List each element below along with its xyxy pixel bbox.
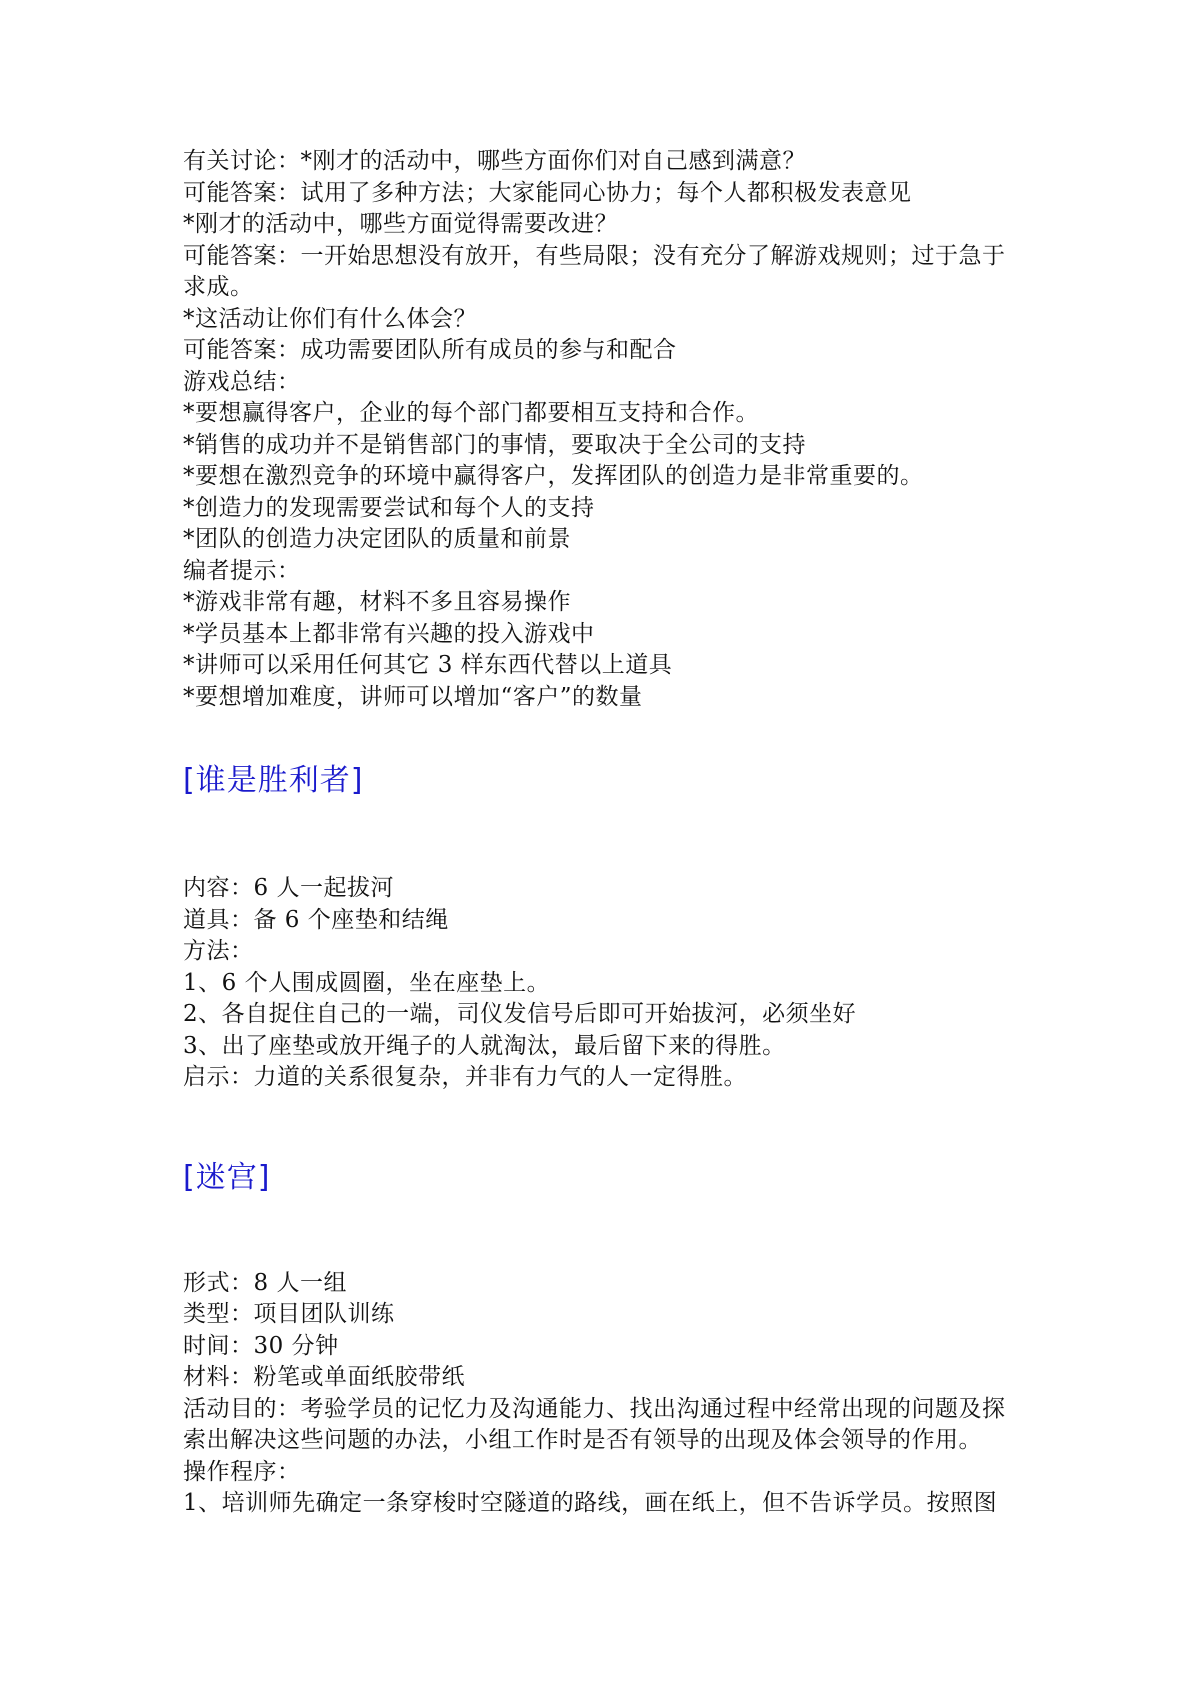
text-line: 操作程序： [183, 1458, 301, 1485]
text-line: 1、培训师先确定一条穿梭时空隧道的路线，画在纸上，但不告诉学员。按照图 [183, 1490, 998, 1516]
document-page [183, 146, 1033, 1520]
text-line: 可能答案：成功需要团队所有成员的参与和配合 [183, 337, 677, 363]
text-line: 道具：备 6 个座垫和结绳 [183, 906, 449, 933]
text-line: 活动目的：考验学员的记忆力及沟通能力、找出沟通过程中经常出现的问题及探 [183, 1395, 1006, 1422]
maze-block [183, 1268, 1033, 1520]
section-title-maze: [迷宫] [183, 1159, 271, 1195]
text-line: 有关讨论：*刚才的活动中，哪些方面你们对自己感到满意？ [183, 148, 806, 174]
text-line: 类型：项目团队训练 [183, 1301, 395, 1327]
text-line: *游戏非常有趣，材料不多且容易操作 [183, 589, 571, 615]
text-line: 求成。 [183, 274, 254, 300]
text-line: *团队的创造力决定团队的质量和前景 [183, 526, 571, 552]
text-line: *刚才的活动中，哪些方面觉得需要改进？ [183, 211, 618, 237]
text-line: *学员基本上都非常有兴趣的投入游戏中 [183, 620, 595, 647]
text-line: *要想在激烈竞争的环境中赢得客户，发挥团队的创造力是非常重要的。 [183, 463, 924, 489]
text-line: 游戏总结： [183, 368, 301, 395]
discussion-block [183, 146, 1033, 713]
winner-block [183, 873, 1033, 1094]
text-line: *销售的成功并不是销售部门的事情，要取决于全公司的支持 [183, 431, 806, 458]
text-line: 方法： [183, 938, 254, 964]
text-line: *讲师可以采用任何其它 3 样东西代替以上道具 [183, 652, 673, 678]
text-line: 可能答案：试用了多种方法；大家能同心协力；每个人都积极发表意见 [183, 179, 912, 206]
text-line: *创造力的发现需要尝试和每个人的支持 [183, 494, 595, 521]
text-line: *这活动让你们有什么体会？ [183, 305, 477, 332]
text-line: 启示：力道的关系很复杂，并非有力气的人一定得胜。 [183, 1064, 747, 1090]
text-line: 内容：6 人一起拔河 [183, 875, 394, 901]
text-line: *要想赢得客户，企业的每个部门都要相互支持和合作。 [183, 400, 759, 426]
text-line: 3、出了座垫或放开绳子的人就淘汰，最后留下来的得胜。 [183, 1032, 786, 1059]
text-line: *要想增加难度，讲师可以增加“客户”的数量 [183, 683, 643, 710]
text-line: 索出解决这些问题的办法，小组工作时是否有领导的出现及体会领导的作用。 [183, 1427, 982, 1453]
text-line: 时间：30 分钟 [183, 1332, 339, 1359]
section-title-winner: [谁是胜利者] [183, 763, 364, 798]
text-line: 1、6 个人围成圆圈，坐在座垫上。 [183, 969, 551, 996]
text-line: 材料：粉笔或单面纸胶带纸 [183, 1364, 465, 1390]
text-line: 形式：8 人一组 [183, 1269, 347, 1296]
text-line: 可能答案：一开始思想没有放开，有些局限；没有充分了解游戏规则；过于急于 [183, 242, 1006, 269]
text-line: 2、各自捉住自己的一端，司仪发信号后即可开始拔河，必须坐好 [183, 1001, 857, 1027]
text-line: 编者提示： [183, 557, 301, 584]
